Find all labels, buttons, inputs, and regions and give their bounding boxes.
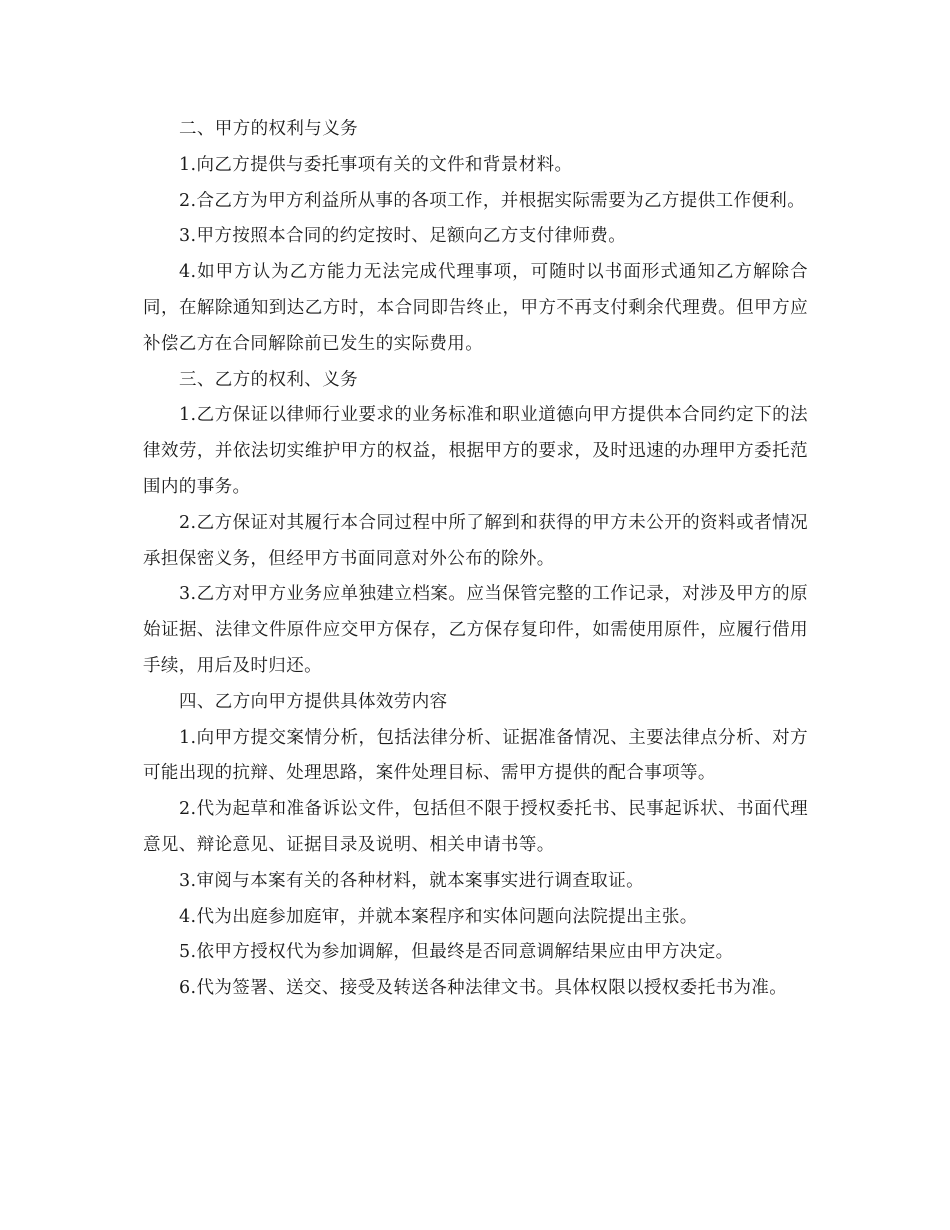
service-item-4: 4.代为出庭参加庭审，并就本案程序和实体问题向法院提出主张。	[179, 906, 698, 927]
clause-a-2: 2.合乙方为甲方利益所从事的各项工作，并根据实际需要为乙方提供工作便利。	[179, 190, 806, 211]
clause-b-1: 1.乙方保证以律师行业要求的业务标准和职业道德向甲方提供本合同约定下的法律效劳，并依法切实维护甲方的权益，根据甲方的要求，及时迅速的办理甲方委托范围内的事务。	[143, 405, 808, 497]
clause-a-1: 1.向乙方提供与委托事项有关的文件和背景材料。	[179, 154, 573, 175]
document-body	[143, 112, 808, 1007]
clause-b-3: 3.乙方对甲方业务应单独建立档案。应当保管完整的工作记录，对涉及甲方的原始证据、法律文件原件应交甲方保存，乙方保存复印件，如需使用原件，应履行借用手续，用后及时归还。	[143, 584, 808, 676]
section-heading-services: 四、乙方向甲方提供具体效劳内容	[179, 691, 448, 712]
clause-a-4: 4.如甲方认为乙方能力无法完成代理事项，可随时以书面形式通知乙方解除合同，在解除通知到达乙方时，本合同即告终止，甲方不再支付剩余代理费。但甲方应补偿乙方在合同解除前已发生的实际费用。	[143, 262, 808, 354]
section-heading-party-b: 三、乙方的权利、义务	[179, 369, 358, 390]
service-item-2: 2.代为起草和准备诉讼文件，包括但不限于授权委托书、民事起诉状、书面代理意见、辩论意见、证据目录及说明、相关申请书等。	[143, 799, 808, 855]
clause-b-2: 2.乙方保证对其履行本合同过程中所了解到和获得的甲方未公开的资料或者情况承担保密义务，但经甲方书面同意对外公布的除外。	[143, 512, 808, 569]
service-item-1: 1.向甲方提交案情分析，包括法律分析、证据准备情况、主要法律点分析、对方可能出现的抗辩、处理思路，案件处理目标、需甲方提供的配合事项等。	[143, 727, 808, 784]
service-item-5: 5.依甲方授权代为参加调解，但最终是否同意调解结果应由甲方决定。	[179, 942, 734, 963]
service-item-6: 6.代为签署、送交、接受及转送各种法律文书。具体权限以授权委托书为准。	[179, 978, 788, 999]
section-heading-party-a: 二、甲方的权利与义务	[179, 119, 358, 139]
service-item-3: 3.审阅与本案有关的各种材料，就本案事实进行调查取证。	[179, 870, 644, 891]
clause-a-3: 3.甲方按照本合同的约定按时、足额向乙方支付律师费。	[179, 226, 627, 247]
